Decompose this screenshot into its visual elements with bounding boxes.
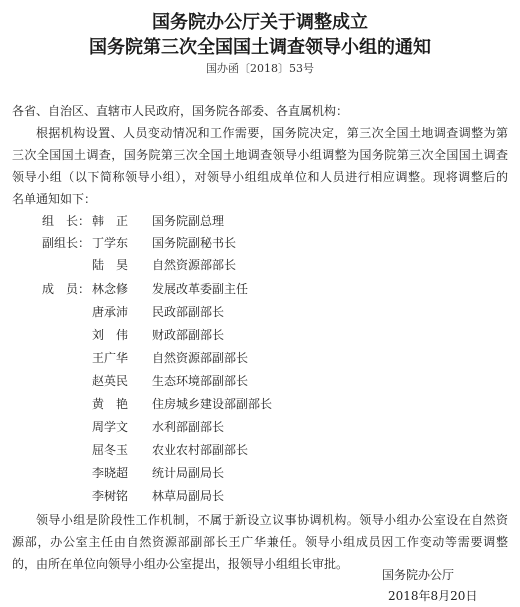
member-position: 农业农村部副部长 <box>152 443 249 457</box>
para1-line: 三次全国国土调查，国务院第三次全国土地调查领导小组调整为国务院第三次全国国土调查 <box>12 148 508 162</box>
member-name: 唐承沛 <box>92 305 129 319</box>
signature-date: 2018年8月20日 <box>388 589 478 603</box>
member-position: 水利部副部长 <box>152 420 225 434</box>
member-position: 自然资源部部长 <box>152 258 237 272</box>
member-position: 发展改革委副主任 <box>152 282 249 296</box>
para2-line: 领导小组是阶段性工作机制，不属于新设立议事协调机构。领导小组办公室设在自然资 <box>36 513 508 527</box>
member-name: 黄 艳 <box>92 397 129 411</box>
member-name: 林念修 <box>92 282 129 296</box>
member-position: 国务院副秘书长 <box>152 236 237 250</box>
member-position: 民政部副部长 <box>152 305 225 319</box>
member-position: 住房城乡建设部副部长 <box>152 397 273 411</box>
salutation: 各省、自治区、直辖市人民政府，国务院各部委、各直属机构： <box>12 104 349 118</box>
member-name: 李树铭 <box>92 489 129 503</box>
member-position: 自然资源部副部长 <box>152 351 249 365</box>
member-role: 副组长： <box>42 236 91 250</box>
member-name: 李晓超 <box>92 466 129 480</box>
member-name: 屈冬玉 <box>92 443 129 457</box>
title-line-2: 国务院第三次全国国土调查领导小组的通知 <box>89 37 431 58</box>
member-name: 丁学东 <box>92 236 129 250</box>
member-position: 生态环境部副部长 <box>152 374 249 388</box>
title-line-1: 国务院办公厅关于调整成立 <box>152 12 368 33</box>
member-name: 周学文 <box>92 420 129 434</box>
member-position: 国务院副总理 <box>152 214 225 228</box>
para2-line: 源部，办公室主任由自然资源部副部长王广华兼任。领导小组成员因工作变动等需要调整 <box>12 535 508 549</box>
member-name: 刘 伟 <box>92 328 129 342</box>
member-position: 林草局副局长 <box>152 489 225 503</box>
signature-org: 国务院办公厅 <box>382 568 455 582</box>
member-name: 陆 昊 <box>92 258 129 272</box>
member-name: 赵英民 <box>92 374 129 388</box>
para1-line: 领导小组（以下简称领导小组），对领导小组组成单位和人员进行相应调整。现将调整后的 <box>12 170 508 184</box>
member-name: 王广华 <box>92 351 129 365</box>
para1-line: 根据机构设置、人员变动情况和工作需要，国务院决定，第三次全国土地调查调整为第 <box>36 126 508 140</box>
document-number: 国办函〔2018〕53号 <box>206 62 314 75</box>
para1-line: 名单通知如下： <box>12 192 97 206</box>
member-name: 韩 正 <box>92 214 129 228</box>
para2-line: 的，由所在单位向领导小组办公室提出，报领导小组组长审批。 <box>12 557 349 571</box>
member-position: 财政部副部长 <box>152 328 225 342</box>
member-position: 统计局副局长 <box>152 466 225 480</box>
member-role: 组 长： <box>42 214 91 228</box>
member-role: 成 员： <box>42 282 91 296</box>
